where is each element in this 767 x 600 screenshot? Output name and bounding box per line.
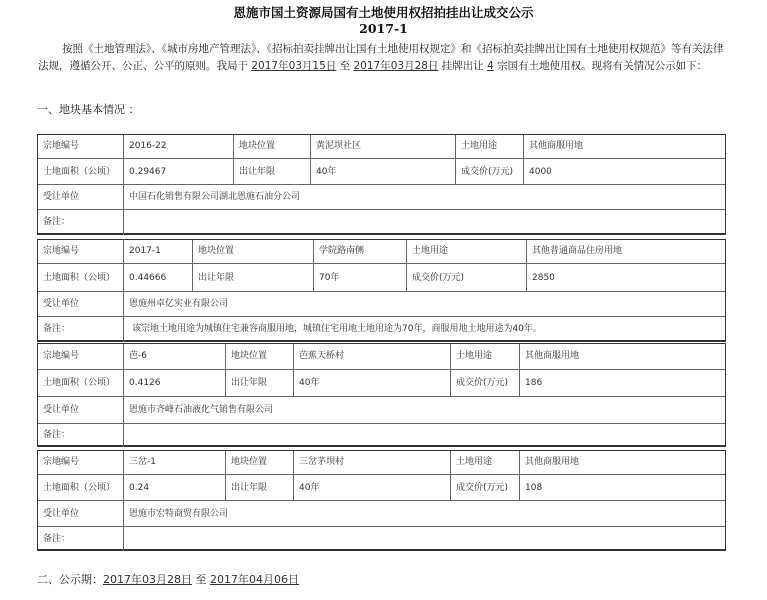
table-row: [38, 291, 725, 317]
price-label: 成交价(万元): [406, 264, 526, 292]
location-label: 地块位置: [192, 240, 313, 263]
area-label: 土地面积（公顷）: [43, 378, 116, 388]
parcel-table-4: [37, 450, 726, 551]
location-value: 黄泥坝社区: [310, 135, 455, 158]
document-number: 2017-1: [359, 21, 408, 36]
parcel-no-value: 芭-6: [123, 344, 225, 369]
location-value: 芭蕉天桥村: [293, 344, 450, 369]
table-row: [38, 451, 725, 474]
parcel-no-label: 宗地编号: [43, 457, 80, 467]
assignee-label: 受让单位: [43, 405, 80, 415]
table-row: [38, 344, 725, 369]
publicity-period-label: 二、公示期：: [37, 573, 103, 586]
price-label: 成交价(万元): [450, 370, 519, 397]
remark-value: 该宗地土地用途为城镇住宅兼容商服用地，城镇住宅用地土地用途为70年，商服用地土地用途为40年。: [123, 317, 725, 342]
area-value: 0.4126: [123, 370, 225, 397]
parcel-no-value: 2017-1: [123, 240, 192, 263]
use-label: 土地用途: [406, 240, 526, 263]
table-row: [38, 263, 725, 292]
intro-text-2: 至: [336, 60, 354, 72]
intro-text-4: 宗国有土地使用权。现将有关情况公示如下：: [493, 60, 708, 72]
parcel-no-label: 宗地编号: [43, 246, 80, 256]
use-label: 土地用途: [450, 451, 519, 474]
table-row: [38, 135, 725, 158]
parcel-table-2: [37, 239, 726, 342]
assignee-value: 中国石化销售有限公司湖北恩施石油分公司: [123, 185, 725, 210]
location-label: 地块位置: [233, 135, 310, 158]
location-value: 学院路南侧: [313, 240, 406, 263]
listing-start-date: 2017年03月15日: [251, 60, 337, 72]
parcel-no-value: 三岔-1: [123, 451, 225, 474]
parcel-table-3: [37, 343, 726, 447]
table-row: [38, 316, 725, 342]
price-label: 成交价(万元): [450, 475, 519, 501]
term-label: 出让年限: [233, 159, 310, 185]
use-label: 土地用途: [450, 344, 519, 369]
use-label: 土地用途: [455, 135, 523, 158]
price-value: 186: [519, 370, 725, 397]
parcel-count: 4: [487, 60, 494, 72]
remark-label: 备注：: [43, 430, 71, 440]
remark-label: 备注：: [43, 324, 71, 334]
document-title: 恩施市国土资源局国有土地使用权招拍挂出让成交公示: [233, 5, 534, 20]
area-value: 0.29467: [123, 159, 233, 185]
term-label: 出让年限: [192, 264, 313, 292]
price-value: 2850: [526, 264, 725, 292]
publicity-end-date: 2017年04月06日: [210, 573, 299, 586]
table-row: [38, 396, 725, 424]
publicity-separator: 至: [192, 573, 210, 586]
location-value: 三岔茅坝村: [293, 451, 450, 474]
price-value: 108: [519, 475, 725, 501]
term-value: 40年: [293, 475, 450, 501]
parcel-no-value: 2016-22: [123, 135, 233, 158]
table-row: [38, 526, 725, 551]
use-value: 其他普通商品住房用地: [526, 240, 725, 263]
area-label: 土地面积（公顷）: [43, 166, 116, 177]
area-value: 0.24: [123, 475, 225, 501]
area-label: 土地面积（公顷）: [43, 272, 116, 283]
area-value: 0.44666: [123, 264, 192, 292]
intro-text-3: 挂牌出让: [438, 60, 488, 72]
remark-label: 备注：: [43, 217, 71, 227]
section-basic-info-heading: 一、地块基本情况 ：: [37, 103, 140, 116]
location-label: 地块位置: [225, 344, 293, 369]
remark-value: [123, 424, 725, 447]
term-label: 出让年限: [225, 370, 293, 397]
assignee-label: 受让单位: [43, 192, 80, 202]
table-row: [38, 474, 725, 501]
table-row: [38, 240, 725, 263]
area-label: 土地面积（公顷）: [43, 482, 116, 493]
term-value: 40年: [310, 159, 455, 185]
assignee-value: 恩施市宏特商贸有限公司: [123, 501, 725, 527]
use-value: 其他商服用地: [523, 135, 725, 158]
price-value: 4000: [523, 159, 725, 185]
table-row: [38, 369, 725, 397]
use-value: 其他商服用地: [519, 344, 725, 369]
table-row: [38, 500, 725, 527]
parcel-no-label: 宗地编号: [43, 141, 80, 151]
term-value: 70年: [313, 264, 406, 292]
assignee-value: 恩施州卓亿实业有限公司: [123, 292, 725, 317]
publicity-start-date: 2017年03月28日: [103, 573, 192, 586]
table-row: [38, 158, 725, 185]
assignee-label: 受让单位: [43, 299, 80, 309]
intro-text-1: 按照《土地管理法》、《城市房地产管理法》、《招标拍卖挂牌出让国有土地使用权规定》和《招标拍卖挂牌出让国有土地使用权规范》等有关法律法规，遵循公开、公正、公平的原则。我局于: [38, 43, 724, 72]
price-label: 成交价(万元): [455, 159, 523, 185]
term-label: 出让年限: [225, 475, 293, 501]
parcel-table-1: [37, 134, 726, 235]
term-value: 40年: [293, 370, 450, 397]
table-row: [38, 209, 725, 235]
listing-end-date: 2017年03月28日: [353, 60, 439, 72]
table-row: [38, 423, 725, 447]
location-label: 地块位置: [225, 451, 293, 474]
assignee-label: 受让单位: [43, 508, 80, 519]
remark-value: [123, 527, 725, 551]
remark-label: 备注：: [43, 533, 71, 544]
parcel-no-label: 宗地编号: [43, 351, 80, 361]
table-row: [38, 184, 725, 210]
assignee-value: 恩施市齐峰石油液化气销售有限公司: [123, 397, 725, 424]
intro-paragraph: [38, 41, 733, 75]
use-value: 其他商服用地: [519, 451, 725, 474]
section-publicity-period: [37, 571, 299, 587]
remark-value: [123, 210, 725, 235]
